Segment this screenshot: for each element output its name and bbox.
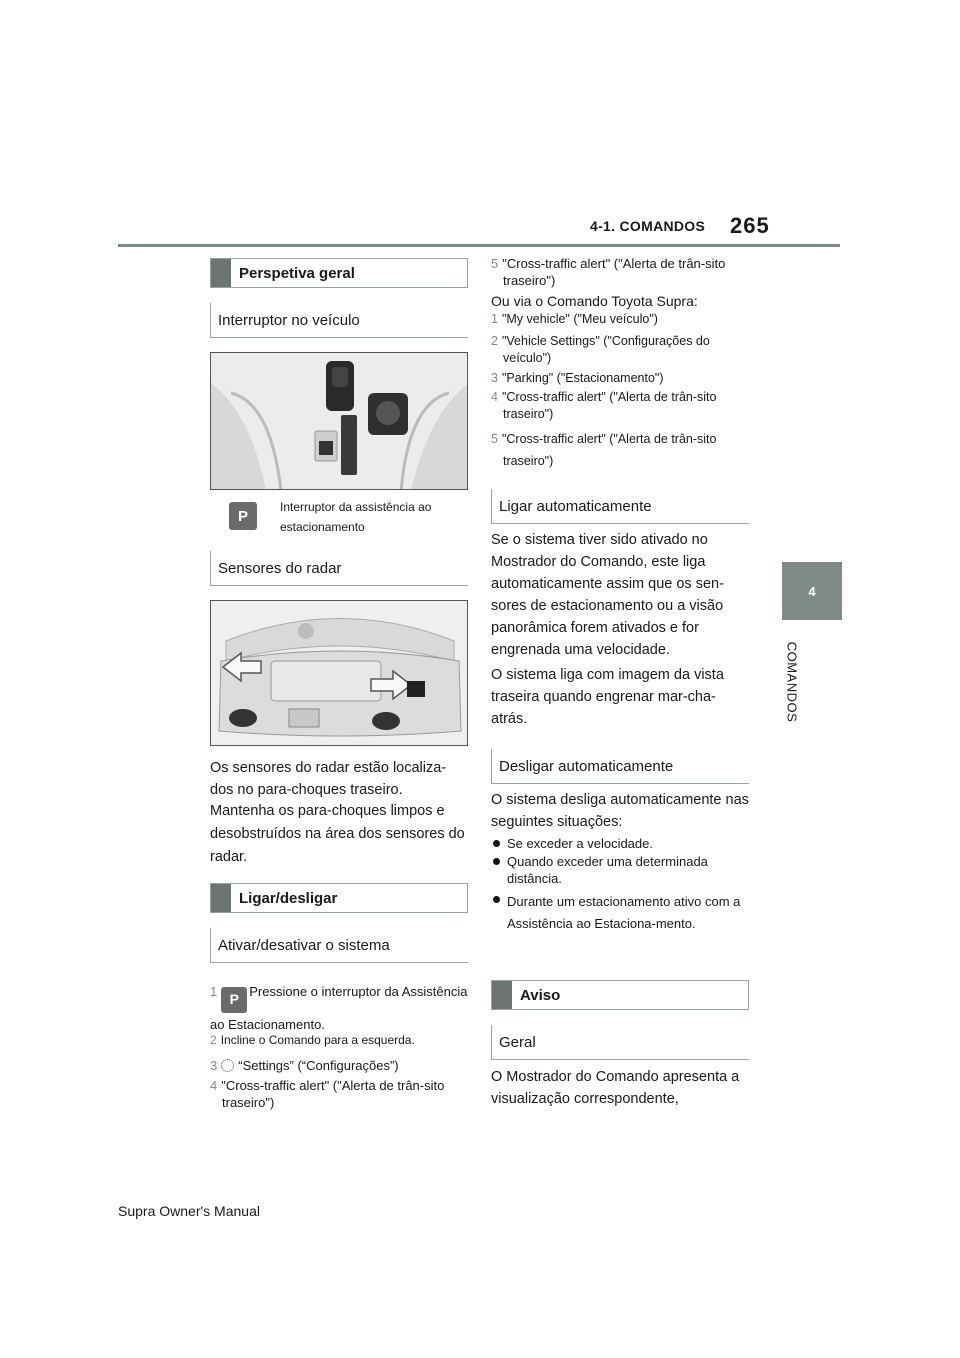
header-rule (118, 244, 840, 247)
bullet-item: Quando exceder uma determinada distância. (491, 853, 765, 887)
parking-assist-icon: P (229, 502, 257, 530)
step-2 (210, 1032, 468, 1049)
supra-intro: Ou via o Comando Toyota Supra: (491, 293, 698, 309)
console-illustration (210, 352, 468, 490)
step-number: 3 (491, 371, 498, 385)
bumper-illustration (210, 600, 468, 746)
supra-step-2 (491, 333, 749, 367)
auto-on-paragraph-1: Se o sistema tiver sido ativado no Mostrador do Comando, este liga automaticamente assim que os sen-sores de estacionamento ou a visão panorâmica forem ativados e for engrenada uma velocidade. (491, 532, 724, 658)
console-drawing (211, 353, 468, 490)
auto-off-paragraph: O sistema desliga automaticamente nas seguintes situações: (491, 792, 749, 830)
overview-heading-text: Perspetiva geral (239, 264, 355, 282)
onoff-heading (210, 883, 468, 913)
step-text: "Cross-traffic alert" ("Alerta de trân-sito traseiro") (221, 1078, 445, 1110)
step-text: "Cross-traffic alert" ("Alerta de trân-sito traseiro") (502, 256, 726, 288)
step-number: 2 (491, 334, 498, 348)
rule (210, 337, 468, 338)
step-text: "Parking" ("Estacionamento") (501, 371, 664, 385)
auto-on-paragraph-2: O sistema liga com imagem da vista traseira quando engrenar mar-cha-atrás. (491, 667, 724, 727)
step-1 (210, 980, 468, 1036)
step-text: "Cross-traffic alert" ("Alerta de trân-sito traseiro") (501, 390, 717, 421)
step-number: 4 (491, 390, 498, 404)
footer-text: Supra Owner's Manual (118, 1203, 260, 1219)
general-paragraph: O Mostrador do Comando apresenta a visualização correspondente, (491, 1069, 740, 1107)
chapter-label-text: COMANDOS (784, 641, 800, 723)
supra-step-1 (491, 311, 749, 328)
supra-step-5 (491, 428, 749, 472)
step-text: "Cross-traffic alert" ("Alerta de trân-sito traseiro") (501, 432, 717, 468)
rule (491, 783, 749, 784)
step-text: Pressione o interruptor da Assistência ao Estacionamento. (210, 984, 468, 1032)
auto-on-heading: Ligar automaticamente (491, 489, 652, 523)
page-number: 265 (730, 213, 770, 238)
step-number: 3 (210, 1058, 218, 1073)
settings-gear-icon (221, 1059, 234, 1072)
switch-heading: Interruptor no veículo (210, 303, 360, 337)
section-title: 4-1. COMANDOS (590, 218, 706, 234)
supra-step-4 (491, 389, 749, 423)
radar-paragraph-2: Mantenha os para-choques limpos e desobstruídos na área dos sensores do radar. (210, 803, 465, 865)
step-4 (210, 1077, 468, 1111)
overview-heading (210, 258, 468, 288)
chapter-label (772, 632, 812, 732)
heading-bar (492, 981, 512, 1009)
heading-bar (211, 259, 231, 287)
rule (491, 1059, 749, 1060)
parking-assist-icon: P (221, 987, 247, 1013)
step-5 (491, 255, 749, 289)
step-text: “Settings” (“Configurações”) (238, 1058, 399, 1073)
bullet-item: Durante um estacionamento ativo com a Assistência ao Estaciona-mento. (491, 891, 765, 935)
auto-off-heading: Desligar automaticamente (491, 749, 673, 783)
step-number: 5 (491, 432, 498, 446)
radar-heading: Sensores do radar (210, 551, 341, 585)
bumper-drawing (211, 601, 468, 746)
onoff-heading-text: Ligar/desligar (239, 889, 338, 907)
radar-paragraph-1: Os sensores do radar estão localiza-dos no para-choques traseiro. (210, 760, 447, 798)
supra-step-3 (491, 370, 749, 387)
activate-heading: Ativar/desativar o sistema (210, 928, 390, 962)
step-number: 4 (210, 1078, 218, 1093)
rule (210, 962, 468, 963)
rule (491, 523, 749, 524)
step-number: 1 (210, 984, 218, 999)
step-number: 1 (491, 312, 498, 326)
step-text: "My vehicle" ("Meu veículo") (501, 312, 658, 326)
step-text: Incline o Comando para a esquerda. (220, 1033, 415, 1047)
bullet-item: Se exceder a velocidade. (491, 835, 765, 852)
heading-bar (211, 884, 231, 912)
step-number: 2 (210, 1033, 217, 1047)
warning-heading (491, 980, 749, 1010)
rule (210, 585, 468, 586)
step-3 (210, 1057, 468, 1074)
step-number: 5 (491, 256, 499, 271)
warning-heading-text: Aviso (520, 986, 561, 1004)
step-text: "Vehicle Settings" ("Configurações do veículo") (501, 334, 710, 365)
general-heading: Geral (491, 1025, 536, 1059)
chapter-tab: 4 (782, 562, 842, 620)
switch-caption: Interruptor da assistência ao estacionamento (280, 500, 432, 534)
